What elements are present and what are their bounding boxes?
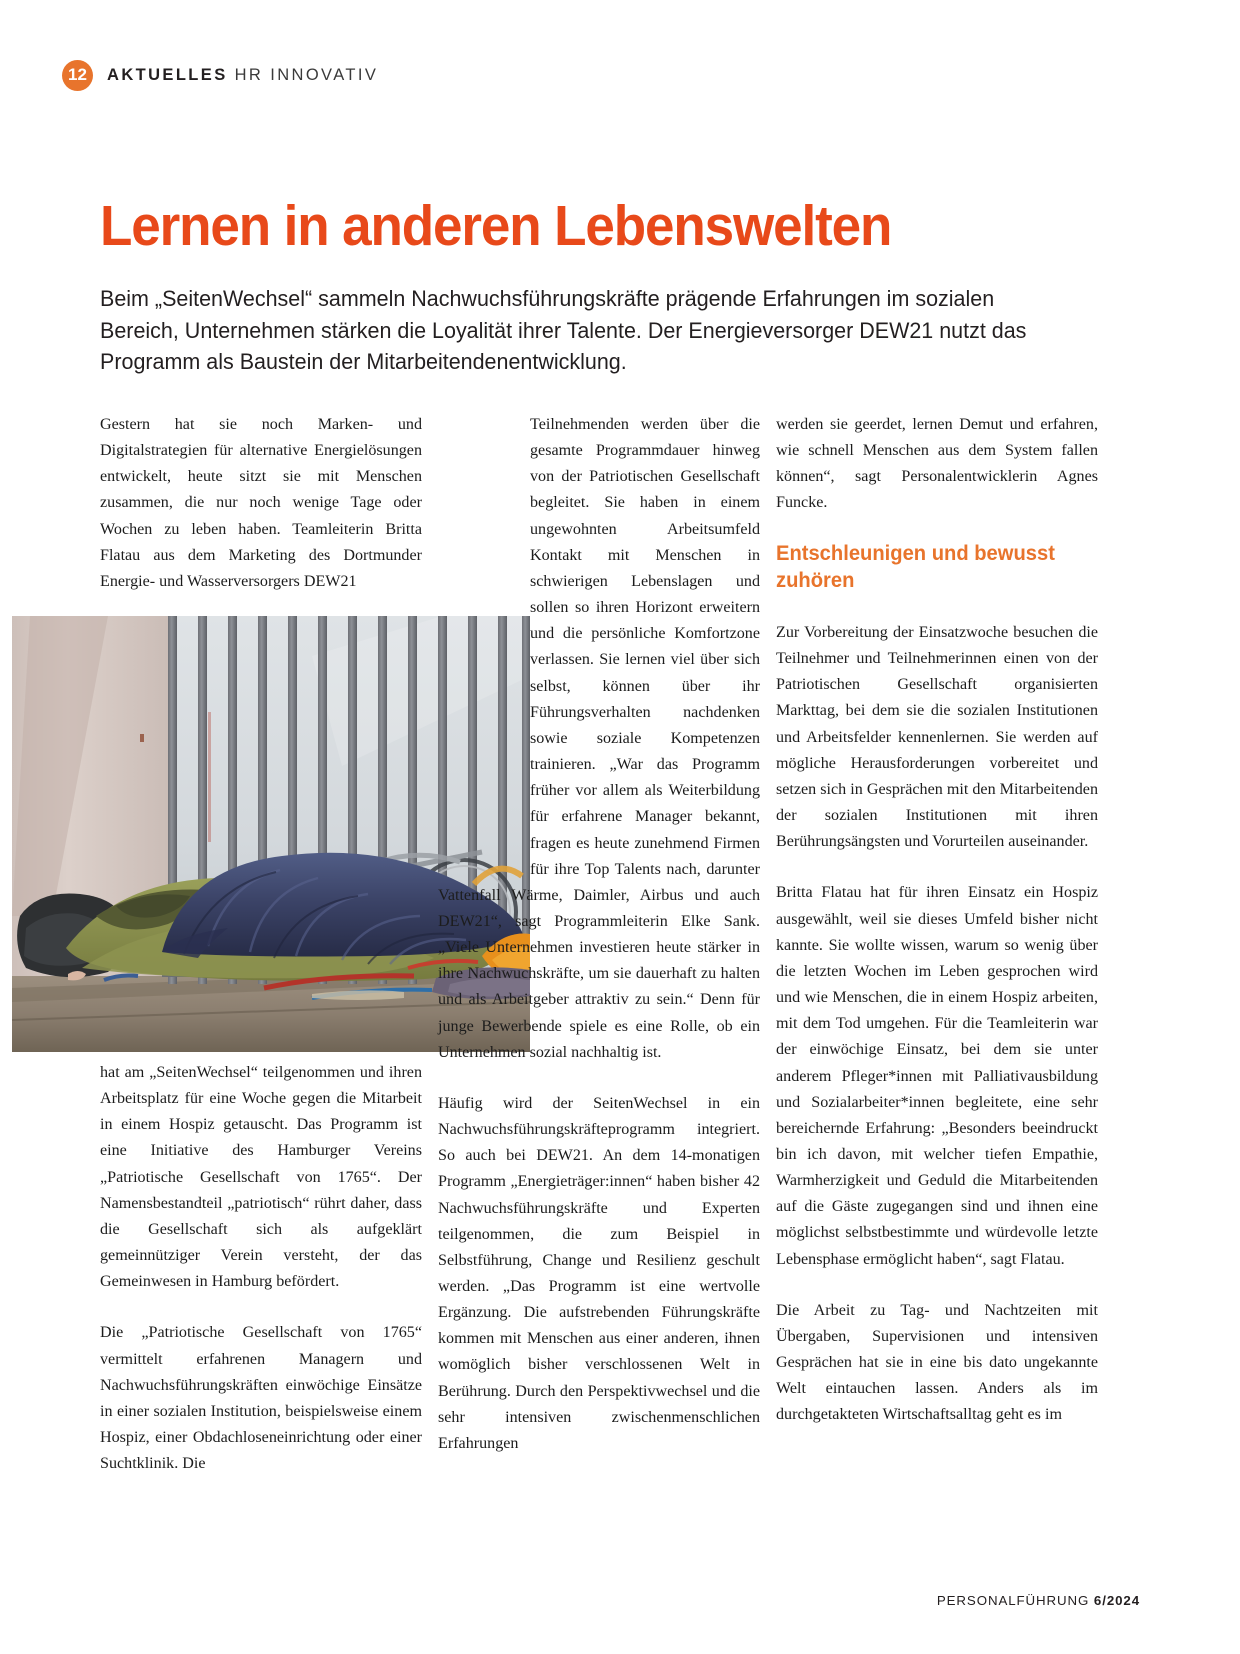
paragraph: Britta Flatau hat für ihren Einsatz ein Hospiz ausgewählt, weil sie dieses Umfeld bisher nicht kannte. Sie wollte wissen, warum so wenig über die letzten Wochen im Leben gesprochen wird und wie Menschen, die in einem Hospiz arbeiten, mit dem Tod umgehen. Für die Teamleiterin war der einwöchige Einsatz, bei dem sie unter anderem Pfleger*innen mit Palliativausbildung und Sozialarbeiter*innen begleitete, eine sehr bereichernde Erfahrung: „Besonders beeindruckt bin ich davon, mit welcher tiefen Empathie, Warmherzigkeit und Geduld die Mitarbeitenden auf die Gäste zugegangen sind und ihnen eine möglichst selbstbestimmte und würdevolle letzte Lebensphase ermöglicht haben“, sagt Flatau.	[776, 884, 1098, 1268]
section-label-bold: AKTUELLES	[107, 65, 228, 84]
article-standfirst: Beim „SeitenWechsel“ sammeln Nachwuchsführungskräfte prägende Erfahrungen im sozialen Bereich, Unternehmen stärken die Loyalität ihrer Talente. Der Energieversorger DEW21 nutzt das Programm als Baustein der Mitarbeitendenentwicklung.	[100, 286, 1027, 374]
paragraph: Häufig wird der SeitenWechsel in ein Nachwuchsführungskräfteprogramm integriert. So auch bei DEW21. An dem 14-monatigen Programm „Energieträger:innen“ haben bisher 42 Nachwuchsführungskräfte und Experten teilgenommen, die zum Beispiel in Selbstführung, Change und Resilienz geschult werden. „Das Programm ist eine wertvolle Ergänzung. Die aufstrebenden Führungskräfte kommen mit Menschen aus einer anderen, ihnen womöglich bisher verschlossenen Welt in Berührung. Durch den Perspektivwechsel und die sehr intensiven zwischenmenschlichen Erfahrungen	[438, 1094, 760, 1452]
text-column-1-lower	[100, 1060, 422, 1477]
paragraph: Die „Patriotische Gesellschaft von 1765“ vermittelt erfahrenen Managern und Nachwuchsführungskräften einwöchige Einsätze in einer sozialen Institution, beispielsweise einem Hospiz, einer Obdachloseneinrichtung oder einer Suchtklinik. Die	[100, 1324, 422, 1473]
section-label-light: HR INNOVATIV	[234, 65, 379, 84]
text-column-3	[776, 412, 1098, 517]
page-footer	[937, 1593, 1140, 1608]
text-column-1	[100, 412, 422, 595]
footer-year: 2024	[1106, 1593, 1140, 1608]
section-subheading: Entschleunigen und bewusst zuhören	[776, 542, 1055, 592]
footer-separator: /	[1102, 1593, 1107, 1608]
running-head	[62, 58, 378, 92]
footer-issue: 6	[1093, 1593, 1103, 1608]
paragraph: werden sie geerdet, lernen Demut und erfahren, wie schnell Menschen aus dem System fallen können“, sagt Personalentwicklerin Agnes Funcke.	[776, 416, 1098, 512]
paragraph: Teilnehmenden werden über die gesamte Programmdauer hinweg von der Patriotischen Gesellschaft begleitet. Sie haben in einem ungewohnten Arbeitsumfeld Kontakt mit Menschen in schwierigen Lebenslagen und sollen so ihren Horizont erweitern und die persönliche Komfortzone verlassen. Sie lernen viel über sich selbst, können über ihr Führungsverhalten nachdenken sowie soziale Kompetenzen trainieren. „War das Programm früher vor allem als Weiterbildung für erfahrene Manager bekannt, fragen es heute zunehmend Firmen für ihre Top Talents nach, darunter Vattenfall Wärme, Daimler, Airbus und auch DEW21“, sagt Programmleiterin Elke Sank. „Viele Unternehmen investieren heute stärker in ihre Nachwuchskräfte, um sie dauerhaft zu halten und als Arbeitgeber attraktiv zu sein.“ Denn für junge Bewerbende spiele es eine Rolle, ob ein Unternehmen sozial nachhaltig ist.	[438, 416, 760, 1061]
paragraph: hat am „SeitenWechsel“ teilgenommen und ihren Arbeitsplatz für eine Woche gegen die Mitarbeit in einem Hospiz getauscht. Das Programm ist eine Initiative des Hamburger Vereins „Patriotische Gesellschaft von 1765“. Der Namensbestandteil „patriotisch“ rührt daher, dass die Gesellschaft sich als aufgeklärt gemeinnütziger Verein versteht, der das Gemeinwesen in Hamburg befördert.	[100, 1064, 422, 1291]
section-label	[107, 66, 378, 85]
footer-publication: PERSONALFÜHRUNG	[936, 1593, 1090, 1608]
text-column-3-lower	[776, 620, 1098, 1429]
paragraph: Zur Vorbereitung der Einsatzwoche besuchen die Teilnehmer und Teilnehmerinnen einen von der Patriotischen Gesellschaft organisierten Markttag, bei dem sie die sozialen Institutionen und Arbeitsfelder kennenlernen. Sie werden auf mögliche Herausforderungen vorbereitet und setzen sich in Gesprächen mit den Mitarbeitenden der sozialen Institutionen mit ihren Berührungsängsten und Vorurteilen auseinander.	[776, 624, 1098, 851]
article-headline: Lernen in anderen Lebenswelten	[100, 194, 892, 258]
photo-text-wrap-spacer	[438, 412, 530, 864]
paragraph: Gestern hat sie noch Marken- und Digitalstrategien für alternative Energielösungen entwickelt, heute sitzt sie mit Menschen zusammen, die nur noch wenige Tage oder Wochen zu leben haben. Teamleiterin Britta Flatau aus dem Marketing des Dortmunder Energie- und Wasserversorgers DEW21	[100, 416, 422, 590]
page-number-badge: 12	[62, 60, 93, 91]
text-column-2	[438, 412, 760, 1457]
paragraph: Die Arbeit zu Tag- und Nachtzeiten mit Übergaben, Supervisionen und intensiven Gesprächen hat sie in eine bis dato ungekannte Welt eintauchen lassen. Anders als im durchgetakteten Wirtschaftsalltag geht es im	[776, 1301, 1098, 1424]
